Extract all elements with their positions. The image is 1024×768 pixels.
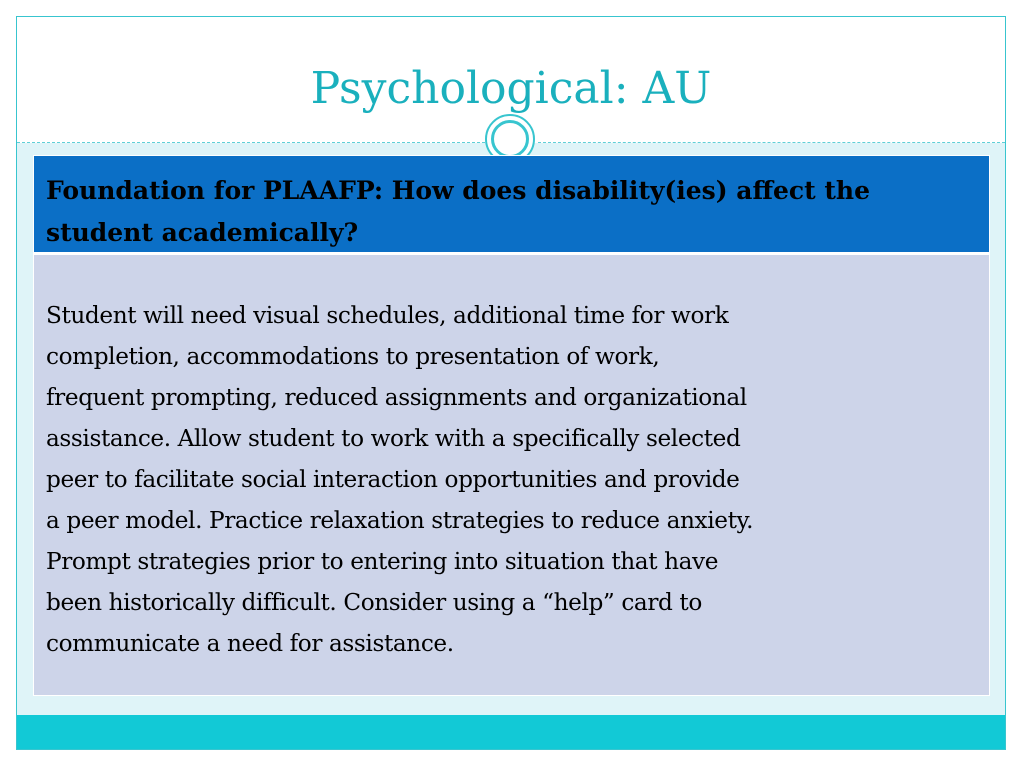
title-divider-right — [538, 142, 1005, 143]
footer-bar — [17, 715, 1005, 749]
table-body-cell — [34, 255, 989, 695]
table-body-text: Student will need visual schedules, additional time for work completion, accommodations to presentation of work, frequent prompting, reduced assignments and organizational assistance. Allow student to work with a specifically selected peer to facilitate social interaction opportunities and provide a peer model. Practice relaxation strategies to reduce anxiety. Prompt strategies prior to entering into situation that have been historically difficult. Consider using a “help” card to communicate a need for assistance. — [46, 302, 754, 657]
slide-title: Psychological: AU — [310, 63, 712, 114]
circle-ornament-inner-icon — [491, 120, 529, 158]
table-header-text: Foundation for PLAAFP: How does disability(ies) affect the student academically? — [46, 176, 870, 247]
table-header-cell — [34, 156, 989, 255]
title-divider-left — [17, 142, 485, 143]
content-table — [33, 155, 990, 696]
